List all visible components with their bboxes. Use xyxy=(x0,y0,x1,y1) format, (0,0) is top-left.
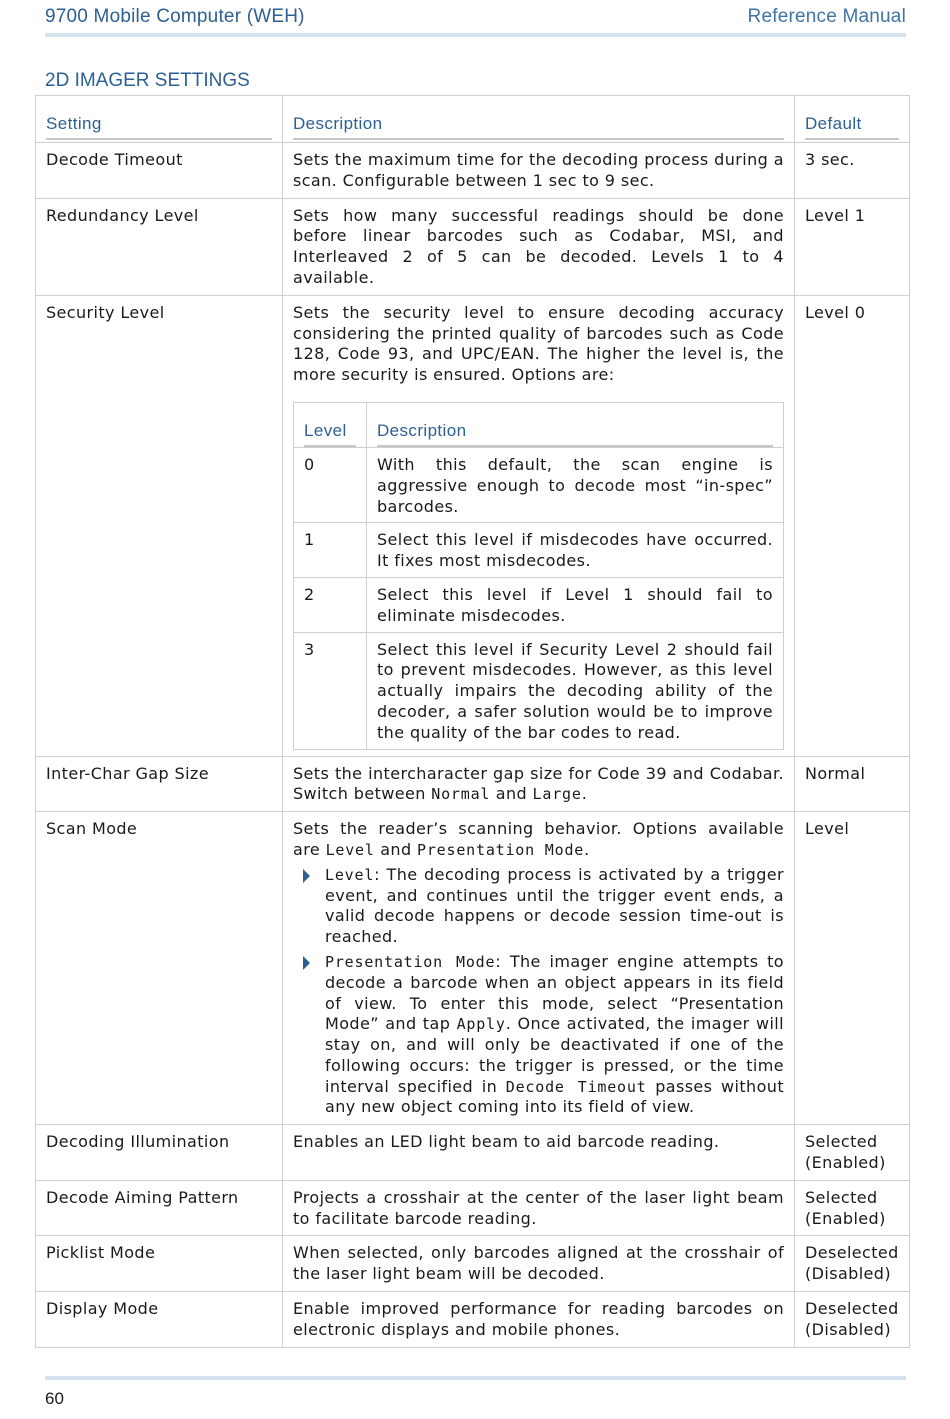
option-large: Large xyxy=(532,785,582,804)
description-text: . xyxy=(584,839,590,859)
table-row xyxy=(294,447,784,522)
level-description: Select this level if misdecodes have occurred. It fixes most misdecodes. xyxy=(367,523,784,578)
setting-default: Normal xyxy=(795,756,910,812)
option-normal: Normal xyxy=(431,785,491,804)
bullet-term: Apply xyxy=(456,1015,506,1034)
settings-table xyxy=(35,95,910,1348)
bullet-text xyxy=(325,952,784,1118)
level-description: With this default, the scan engine is aggressive enough to decode most “in-spec” barcodes. xyxy=(367,447,784,522)
setting-default: Level 1 xyxy=(795,198,910,295)
setting-description xyxy=(283,756,795,812)
column-header-setting: Setting xyxy=(46,114,272,140)
setting-description: When selected, only barcodes aligned at the crosshair of the laser light beam will be decoded. xyxy=(283,1236,795,1292)
description-text: Sets the reader’s scanning behavior. Options available are xyxy=(293,819,784,859)
triangle-bullet-icon xyxy=(303,956,310,970)
table-row xyxy=(36,295,910,756)
table-row xyxy=(294,523,784,578)
setting-name: Decoding Illumination xyxy=(36,1125,283,1181)
table-row xyxy=(36,143,910,199)
description-text: . xyxy=(581,784,588,804)
setting-name: Decode Aiming Pattern xyxy=(36,1180,283,1236)
header-cell xyxy=(294,402,367,447)
document-title: 9700 Mobile Computer (WEH) xyxy=(45,6,305,27)
footer-divider xyxy=(45,1376,906,1380)
level-value: 1 xyxy=(294,523,367,578)
scan-mode-bullet-presentation xyxy=(293,952,784,1118)
manual-name: Reference Manual xyxy=(747,6,906,27)
setting-description xyxy=(283,295,795,756)
setting-name: Decode Timeout xyxy=(36,143,283,199)
header-cell xyxy=(283,96,795,143)
setting-description: Sets the maximum time for the decoding process during a scan. Configurable between 1 sec to 9 sec. xyxy=(283,143,795,199)
table-row xyxy=(36,812,910,1125)
table-row xyxy=(36,1236,910,1292)
bullet-body: . Once activated, the imager will stay on, and will only be deactivated if one of the following occurs: the trigger is pressed, or the time interval specified in xyxy=(325,1014,784,1096)
table-header-row xyxy=(36,96,910,143)
setting-name: Picklist Mode xyxy=(36,1236,283,1292)
bullet-body: passes without any new object coming into its field of view. xyxy=(325,1076,784,1117)
setting-name: Inter-Char Gap Size xyxy=(36,756,283,812)
section-title: 2D IMAGER SETTINGS xyxy=(45,70,250,91)
header-cell xyxy=(367,402,784,447)
bullet-term: Level xyxy=(325,865,375,884)
bullet-term: Decode Timeout xyxy=(505,1077,647,1096)
sub-table-header-row xyxy=(294,402,784,447)
table-row xyxy=(36,198,910,295)
column-header-description: Description xyxy=(293,114,784,140)
level-value: 0 xyxy=(294,447,367,522)
column-header-level-description: Description xyxy=(377,421,773,447)
setting-description xyxy=(283,812,795,1125)
level-description: Select this level if Security Level 2 should fail to prevent misdecodes. However, as this level actually impairs the decoding ability of the decoder, a safer solution would be to improve the quality of the bar codes to read. xyxy=(367,632,784,749)
header-cell xyxy=(36,96,283,143)
level-value: 2 xyxy=(294,577,367,632)
security-level-intro: Sets the security level to ensure decoding accuracy considering the printed quality of barcodes such as Code 128, Code 93, and UPC/EAN. The higher the level is, the more security is ensured. Options are: xyxy=(293,302,784,385)
scan-mode-bullet-level xyxy=(293,865,784,948)
setting-default: Selected (Enabled) xyxy=(795,1125,910,1181)
security-level-table xyxy=(293,402,784,750)
option-level: Level xyxy=(325,840,375,859)
setting-name: Redundancy Level xyxy=(36,198,283,295)
setting-name: Display Mode xyxy=(36,1292,283,1348)
table-row xyxy=(36,756,910,812)
setting-name: Scan Mode xyxy=(36,812,283,1125)
scan-mode-intro xyxy=(293,819,784,861)
setting-default: 3 sec. xyxy=(795,143,910,199)
header-cell xyxy=(795,96,910,143)
level-description: Select this level if Level 1 should fail to eliminate misdecodes. xyxy=(367,577,784,632)
column-header-default: Default xyxy=(805,114,899,140)
table-row xyxy=(36,1125,910,1181)
table-row xyxy=(294,577,784,632)
description-text: and xyxy=(490,784,533,804)
header-divider xyxy=(45,33,906,37)
bullet-body: : The imager engine attempts to decode a barcode when an object appears in its field of view. To enter this mode, select “Presentation Mode” and tap xyxy=(325,951,784,1034)
bullet-term: Presentation Mode xyxy=(325,952,496,971)
column-header-level: Level xyxy=(304,421,356,447)
description-text: and xyxy=(374,839,417,859)
bullet-body: : The decoding process is activated by a trigger event, and continues until the trigger event ends, a valid decode happens or decode session time-out is reached. xyxy=(325,864,784,947)
setting-default: Level 0 xyxy=(795,295,910,756)
table-row xyxy=(36,1292,910,1348)
page-header xyxy=(45,2,906,32)
setting-description: Enable improved performance for reading barcodes on electronic displays and mobile phones. xyxy=(283,1292,795,1348)
setting-name: Security Level xyxy=(36,295,283,756)
page-number: 60 xyxy=(45,1389,64,1408)
triangle-bullet-icon xyxy=(303,869,310,883)
level-value: 3 xyxy=(294,632,367,749)
setting-description: Enables an LED light beam to aid barcode reading. xyxy=(283,1125,795,1181)
description-text: Sets the intercharacter gap size for Code 39 and Codabar. Switch between xyxy=(293,763,784,804)
setting-description: Projects a crosshair at the center of the laser light beam to facilitate barcode reading. xyxy=(283,1180,795,1236)
setting-default: Deselected (Disabled) xyxy=(795,1292,910,1348)
table-row xyxy=(36,1180,910,1236)
table-row xyxy=(294,632,784,749)
setting-default: Level xyxy=(795,812,910,1125)
option-presentation-mode: Presentation Mode xyxy=(417,840,585,859)
setting-description: Sets how many successful readings should be done before linear barcodes such as Codabar, MSI, and Interleaved 2 of 5 can be decoded. Levels 1 to 4 available. xyxy=(283,198,795,295)
setting-default: Deselected (Disabled) xyxy=(795,1236,910,1292)
bullet-text xyxy=(325,865,784,948)
setting-default: Selected (Enabled) xyxy=(795,1180,910,1236)
